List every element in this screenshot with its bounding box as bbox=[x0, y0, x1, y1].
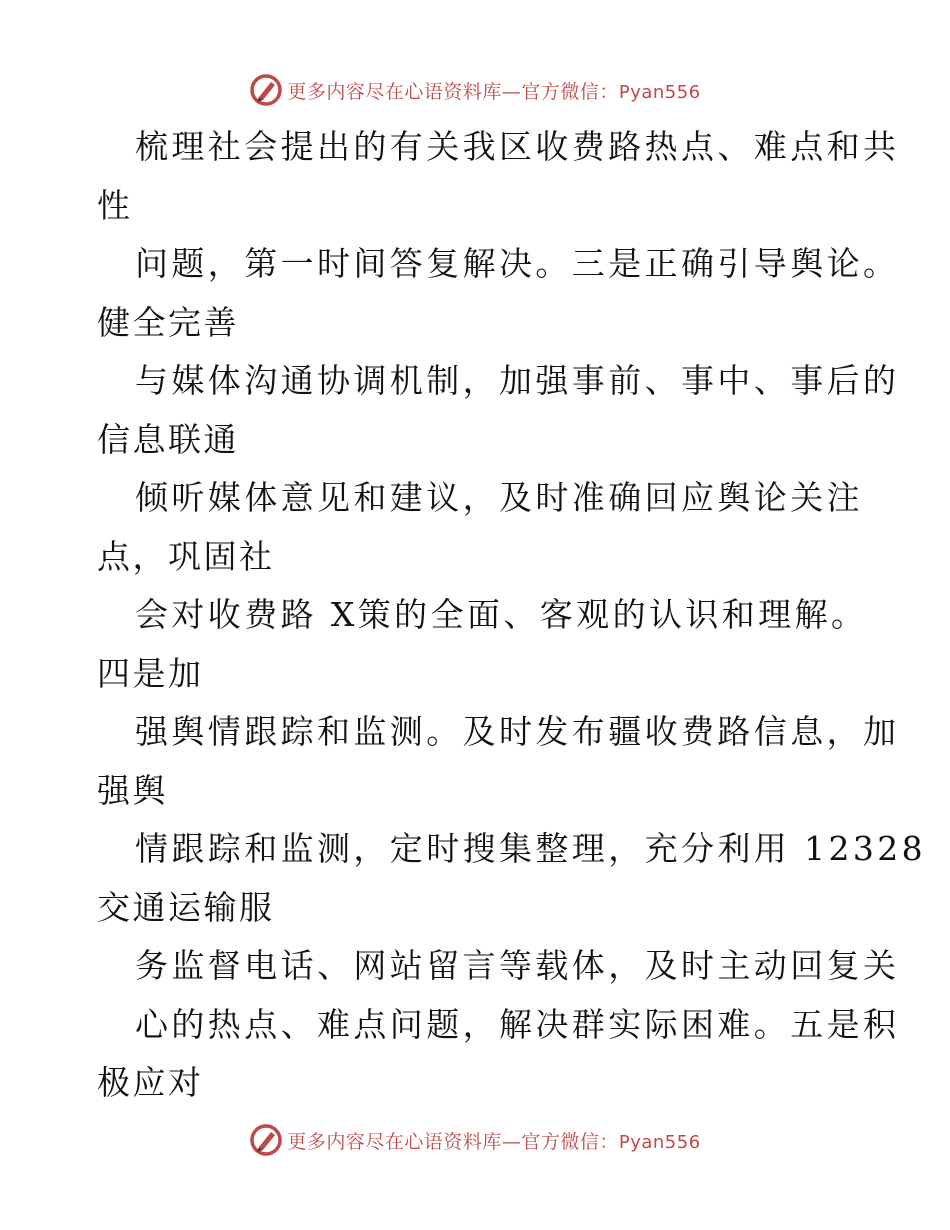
text-line: 强舆情跟踪和监测。及时发布疆收费路信息，加 bbox=[135, 712, 900, 751]
text-line: 会对收费路 X策的全面、客观的认识和理解。 bbox=[135, 595, 868, 634]
text-line: 信息联通 bbox=[97, 419, 239, 459]
text-line: 情跟踪和监测，定时搜集整理，充分利用 12328 bbox=[135, 829, 927, 868]
text-line: 与媒体沟通协调机制，加强事前、事中、事后的 bbox=[135, 361, 900, 400]
text-line: 四是加 bbox=[97, 653, 204, 693]
pen-in-circle-logo bbox=[249, 73, 283, 107]
text-line: 问题，第一时间答复解决。三是正确引导舆论。 bbox=[135, 244, 900, 283]
text-line: 强舆 bbox=[97, 770, 168, 810]
text-line: 性 bbox=[97, 185, 133, 225]
text-line: 倾听媒体意见和建议，及时准确回应舆论关注 bbox=[135, 478, 863, 517]
pen-in-circle-logo bbox=[249, 1123, 283, 1157]
watermark-text: 更多内容尽在心语资料库—官方微信：Pyan556 bbox=[287, 80, 701, 103]
watermark-text: 更多内容尽在心语资料库—官方微信：Pyan556 bbox=[287, 1130, 701, 1153]
header-watermark bbox=[0, 70, 950, 110]
text-line: 心的热点、难点问题，解决群实际困难。五是积 bbox=[135, 1004, 900, 1044]
text-line: 交通运输服 bbox=[97, 887, 275, 927]
text-line: 点，巩固社 bbox=[97, 536, 275, 576]
footer-watermark bbox=[0, 1120, 950, 1160]
text-line: 健全完善 bbox=[97, 302, 239, 342]
document-body bbox=[97, 118, 927, 1113]
text-line: 梳理社会提出的有关我区收费路热点、难点和共 bbox=[135, 127, 900, 166]
text-line: 极应对 bbox=[97, 1063, 204, 1102]
text-line: 务监督电话、网站留言等载体，及时主动回复关 bbox=[135, 946, 900, 985]
